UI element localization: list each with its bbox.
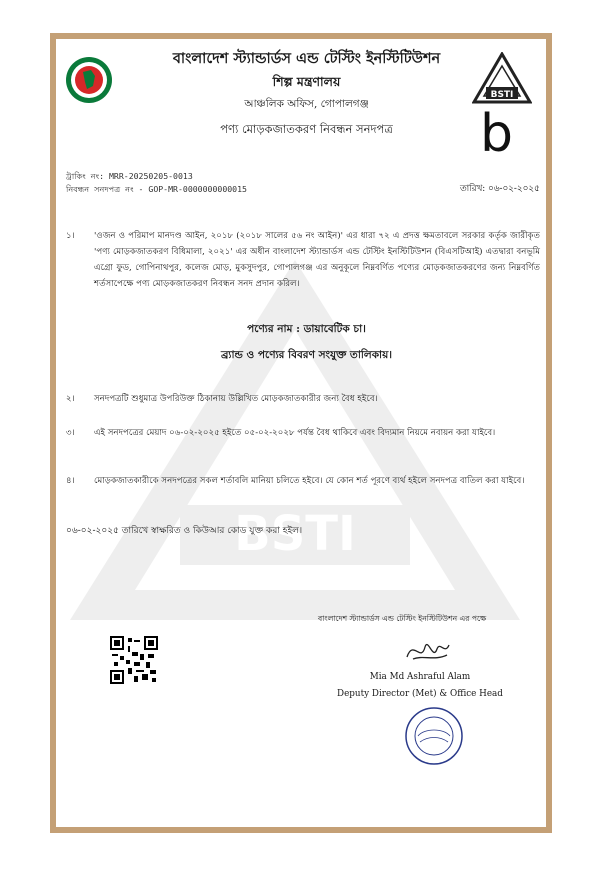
paragraph-3: [66, 425, 552, 441]
official-seal-icon: [404, 706, 464, 766]
signatory-title: Deputy Director (Met) & Office Head: [337, 689, 503, 699]
paragraph-2: [66, 391, 552, 407]
paragraph-text: 'ওজন ও পরিমাপ মানদণ্ড আইন, ২০১৮ (২০১৮ সালের ৫৬ নং আইন)' এর ধারা ৭২ এ প্রদত্ত ক্ষমতাবলে সরকার কর্তৃক জারীকৃত 'পণ্য মোড়কজাতকরণ বিধিমালা, ২০২১' এর অধীন বাংলাদেশ স্ট্যান্ডার্ডস এন্ড টেস্টিং ইনস্টিটিউশন (বিএসটিআই) এতদ্বারা বনভূমি এগ্রো ফুড, গোপিনাথপুর, কলেজ মোড়, মুকসুদপুর, গোপালগঞ্জ এর অনুকূলে নিম্নবর্ণিত পণ্যের মোড়কজাতকরণের জন্য নিম্নবর্ণিত শর্তসাপেক্ষে পণ্য মোড়কজাতকরণ নিবন্ধন সনদ প্রদান করিল।: [94, 231, 540, 289]
svg-text:BSTI: BSTI: [234, 506, 356, 562]
on-behalf-line: বাংলাদেশ স্ট্যান্ডার্ডস এন্ড টেস্টিং ইনস্টিটিউশন এর পক্ষে: [318, 614, 487, 623]
institution-name: বাংলাদেশ স্ট্যান্ডার্ডস এন্ড টেস্টিং ইনস্টিটিউশন: [172, 50, 441, 67]
ministry-name: শিল্প মন্ত্রণালয়: [272, 74, 341, 89]
registration-number: নিবন্ধন সনদপত্র নং - GOP-MR-0000000000015: [66, 184, 247, 194]
paragraph-number: ৪।: [66, 476, 75, 486]
signature-icon: [403, 635, 453, 667]
certificate-title: পণ্য মোড়কজাতকরণ নিবন্ধন সনদপত্র: [220, 122, 393, 136]
paragraph-4: [66, 473, 552, 489]
tracking-number: ট্রাকিং নং: MRR-20250205-0013: [66, 171, 193, 181]
b-mark: b: [480, 104, 514, 164]
paragraph-number: ৩।: [66, 428, 75, 438]
paragraph-number: ১।: [66, 231, 75, 241]
office-name: আঞ্চলিক অফিস, গোপালগঞ্জ: [244, 98, 369, 110]
signatory-name: Mia Md Ashraful Alam: [369, 672, 471, 682]
closing-statement: ০৬-০২-২০২৫ তারিখে স্বাক্ষরিত ও কিউআর কোড যুক্ত করা হইল।: [66, 526, 303, 536]
paragraph-number: ২।: [66, 394, 75, 404]
issue-date: তারিখ: ০৬-০২-২০২৫: [460, 184, 540, 194]
paragraph-text: সনদপত্রটি শুধুমাত্র উপরিউক্ত ঠিকানায় উল্লিখিত মোড়কজাতকারীর জন্য বৈধ হইবে।: [94, 394, 378, 404]
brand-details: ব্র্যান্ড ও পণ্যের বিবরণ সংযুক্ত তালিকায়।: [220, 349, 393, 361]
paragraph-1: [66, 228, 552, 292]
product-name: পণ্যের নাম : ডায়াবেটিক চা।: [247, 323, 366, 335]
svg-text:BSTI: BSTI: [490, 90, 514, 100]
paragraph-text: মোড়কজাতকারীকে সনদপত্রের সকল শর্তাবলি মানিয়া চলিতে হইবে। যে কোন শর্ত পূরণে ব্যর্থ হইলে সনদপত্র বাতিল করা যাইবে।: [94, 476, 525, 486]
paragraph-text: এই সনদপত্রের মেয়াদ ০৬-০২-২০২৫ হইতে ০৫-০২-২০২৮ পর্যন্ত বৈধ থাকিবে এবং বিদ্যমান নিয়মে নবায়ন করা যাইবে।: [94, 428, 496, 438]
